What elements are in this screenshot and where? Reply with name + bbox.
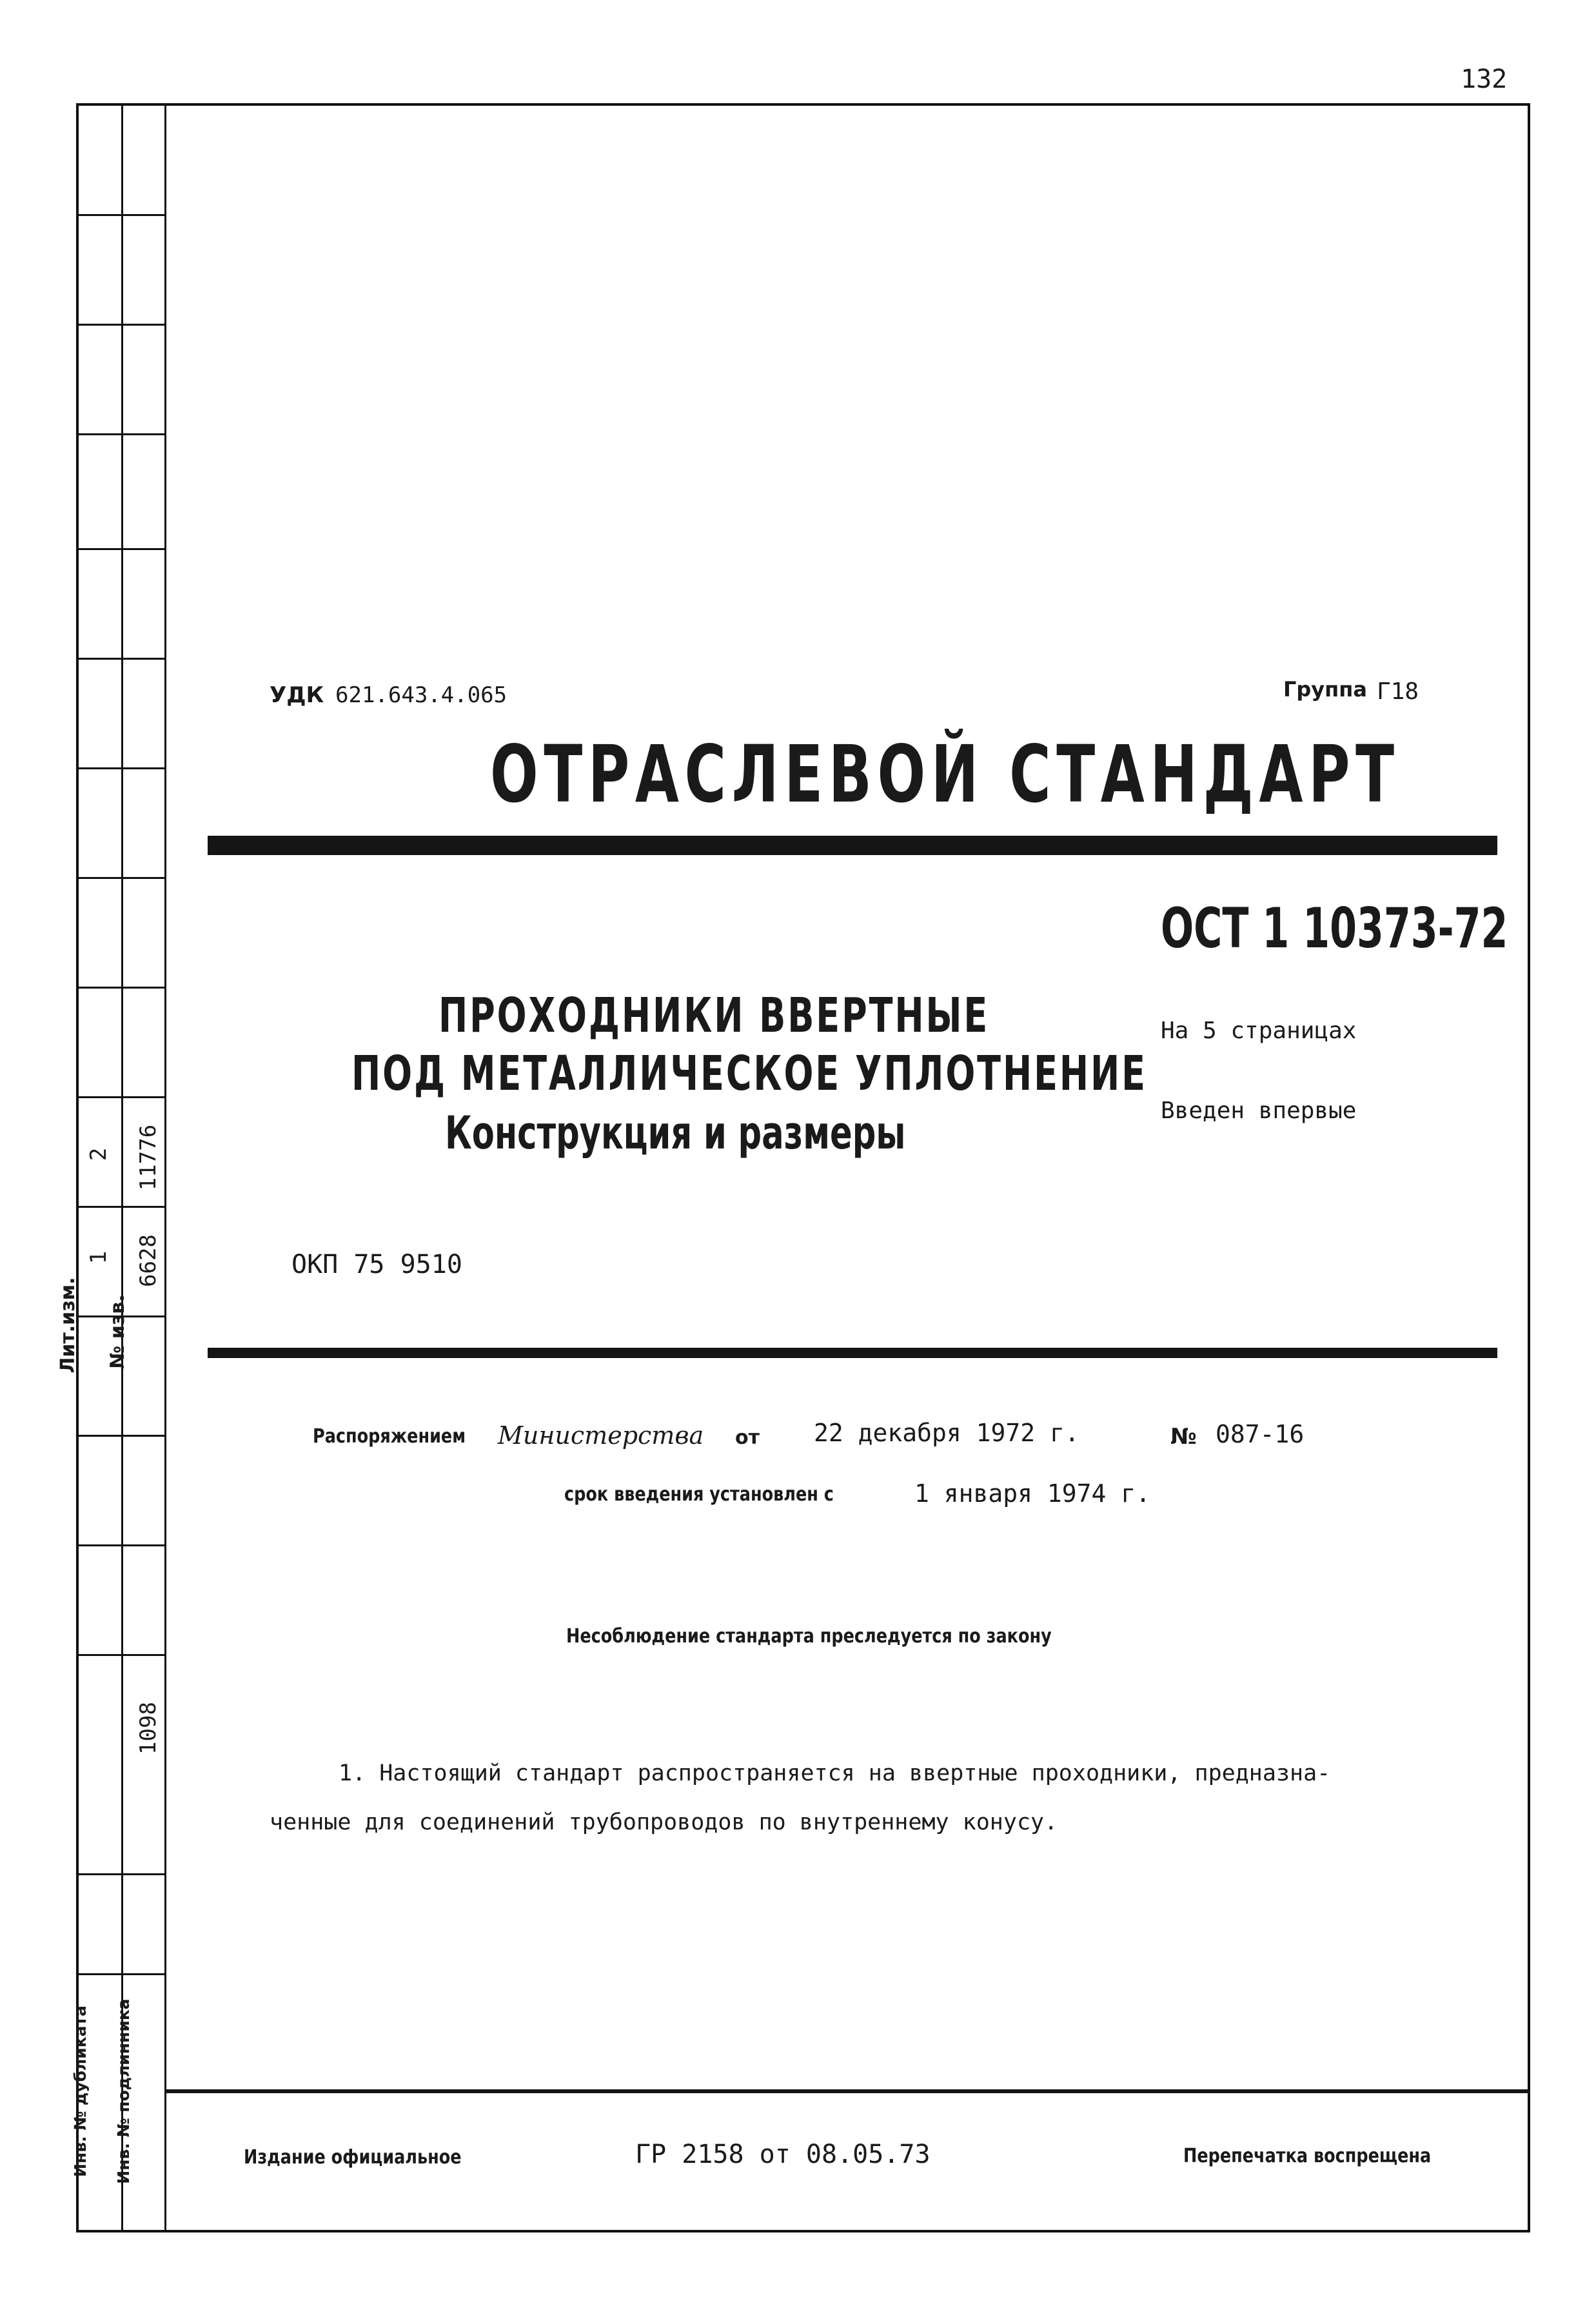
legal-warning: Несоблюдение стандарта преследуется по закону xyxy=(566,1625,1052,1648)
sidebar-row-line xyxy=(76,877,166,879)
sidebar-original-number: 1098 xyxy=(135,1702,161,1755)
sidebar-row-line xyxy=(76,658,166,660)
introduced-info: Введен впервые xyxy=(1161,1098,1357,1124)
subtitle: Конструкция и размеры xyxy=(445,1107,906,1159)
footer-edition: Издание официальное xyxy=(244,2146,462,2169)
page-number: 132 xyxy=(1461,64,1508,94)
sidebar-row-line xyxy=(76,548,166,550)
order-label: Распоряжением xyxy=(313,1425,466,1448)
term-label: срок введения установлен с xyxy=(564,1483,834,1506)
sidebar-divider xyxy=(121,103,123,2232)
udk-value: 621.643.4.065 xyxy=(335,682,507,708)
term-date: 1 января 1974 г. xyxy=(914,1479,1151,1508)
footer-registration: ГР 2158 от 08.05.73 xyxy=(635,2140,931,2169)
paragraph-1-line-1: 1. Настоящий стандарт распространяется на ввертные проходники, предназна- xyxy=(339,1760,1331,1786)
title-rule xyxy=(208,1348,1497,1358)
sidebar-row-line xyxy=(76,1206,166,1208)
sidebar-row-line xyxy=(76,1096,166,1098)
standard-code: ОСТ 1 10373-72 xyxy=(1161,896,1508,961)
group-value: Г18 xyxy=(1377,678,1419,705)
order-number: 087-16 xyxy=(1216,1420,1305,1448)
order-number-label: № xyxy=(1170,1424,1197,1450)
title-line-1: ПРОХОДНИКИ ВВЕРТНЫЕ xyxy=(438,988,990,1043)
sidebar-change-label: Лит.изм. xyxy=(57,1277,79,1374)
sidebar-doc-1: 6628 xyxy=(135,1234,161,1287)
order-from-label: от xyxy=(735,1426,760,1449)
footer-rule xyxy=(166,2089,1530,2093)
sidebar-duplicate-label: Инв. № дубликата xyxy=(71,2005,90,2177)
sidebar-row-line xyxy=(76,1873,166,1875)
sidebar-row-line xyxy=(76,1973,166,1975)
sidebar-change-1: 1 xyxy=(86,1250,112,1265)
group-label: Группа xyxy=(1283,677,1367,702)
sidebar-row-line xyxy=(76,767,166,769)
sidebar-row-line xyxy=(76,1654,166,1656)
sidebar-divider xyxy=(164,103,166,2232)
footer-reprint-notice: Перепечатка воспрещена xyxy=(1183,2145,1432,2167)
sidebar-row-line xyxy=(76,987,166,989)
okp-code: ОКП 75 9510 xyxy=(291,1250,462,1279)
sidebar-change-2: 2 xyxy=(86,1147,112,1161)
sidebar-doc-2: 11776 xyxy=(135,1124,161,1191)
page-title: ОТРАСЛЕВОЙ СТАНДАРТ xyxy=(490,729,1400,820)
sidebar-row-line xyxy=(76,1544,166,1546)
sidebar-original-label: Инв. № подлинника xyxy=(114,1998,133,2184)
sidebar-row-line xyxy=(76,433,166,435)
sidebar-doc-label: № изв. xyxy=(106,1294,129,1369)
sidebar-row-line xyxy=(76,1435,166,1437)
sidebar-row-line xyxy=(76,214,166,216)
udk-label: УДК xyxy=(270,682,324,708)
order-date: 22 декабря 1972 г. xyxy=(814,1419,1079,1447)
title-line-2: ПОД МЕТАЛЛИЧЕСКОЕ УПЛОТНЕНИЕ xyxy=(351,1046,1147,1101)
page-frame xyxy=(76,103,1530,2232)
paragraph-1-line-2: ченные для соединений трубопроводов по внутреннему конусу. xyxy=(270,1809,1058,1835)
sidebar-row-line xyxy=(76,324,166,326)
order-ministry: Министерства xyxy=(498,1421,704,1450)
header-rule xyxy=(208,836,1497,855)
pages-info: На 5 страницах xyxy=(1161,1018,1357,1044)
